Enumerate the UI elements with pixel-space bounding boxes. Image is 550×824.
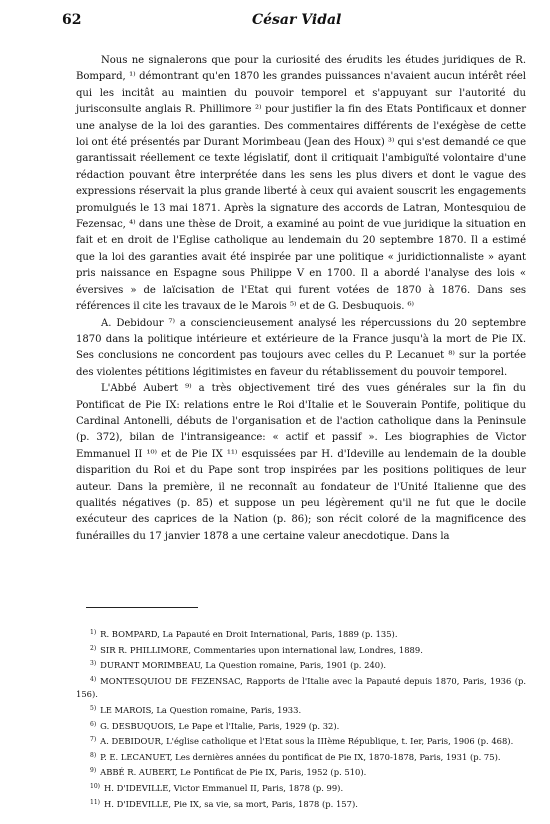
- footnote-marker: 10): [90, 782, 100, 790]
- footnote: [76, 749, 526, 765]
- footnote: [76, 642, 526, 658]
- footnote-text: R. BOMPARD, La Papauté en Droit International, Paris, 1889 (p. 135).: [100, 629, 398, 639]
- footnote: [76, 626, 526, 642]
- footnotes: [76, 626, 526, 811]
- footnote-text: ABBÉ R. AUBERT, Le Pontificat de Pie IX, Paris, 1952 (p. 510).: [100, 767, 367, 778]
- footnote-separator: [86, 607, 198, 608]
- footnote-text: P. E. LECANUET, Les dernières années du pontificat de Pie IX, 1870-1878, Paris, 1931 (p. 75).: [100, 751, 501, 762]
- footnote-marker: 6): [90, 720, 97, 728]
- page-header: [62, 12, 522, 32]
- body-text: [76, 53, 526, 545]
- paragraph: A. Debidour ⁷⁾ a consciencieusement analysé les répercussions du 20 septembre 1870 dans la politique intérieure et extérieure de la France jusqu'à la mort de Pie IX. Ses conclusions ne concordent pas toujours avec celles du P. Lecanuet ⁸⁾ sur la portée des violentes pétitions légitimistes en faveur du rétablissement du pouvoir temporel.: [76, 317, 526, 378]
- page-number: 62: [62, 12, 82, 28]
- footnote-marker: 5): [90, 704, 97, 712]
- paragraph: Nous ne signalerons que pour la curiosité des érudits les études juridiques de R. Bompard, ¹⁾ démontrant qu'en 1870 les grandes puissances n'avaient aucun intérêt réel qui les incitât au maintien du pouvoir temporel et s'appuyant sur l'autorité du jurisconsulte anglais R. Phillimore ²⁾ pour justifier la fin des Etats Pontificaux et donner une analyse de la loi des garanties. Des commentaires différents de l'exégèse de cette loi ont été présentés par Durant Morimbeau (Jean des Houx) ³⁾ qui s'est demandé ce que garantissait réellement ce texte législatif, dont il critiquait l'ambiguïté volontaire d'une rédaction pouvant être interprétée dans les sens les plus divers et dont le vague des expressions réservait la plus grande liberté à ceux qui avaient souscrit les engagements promulgués le 13 mai 1871. Après la signature des accords de Latran, Montesquiou de Fezensac, ⁴⁾ dans une thèse de Droit, a examiné au point de vue juridique la situation en fait et en droit de l'Eglise catholique au lendemain du 20 septembre 1870. Il a estimé que la loi des garanties avait été inspirée par une politique « juridictionnaliste » ayant pris naissance en Espagne sous Philippe V en 1700. Il a abordé l'analyse des lois « éversives » de laïcisation de l'Etat qui furent votées de 1870 à 1876. Dans ses références il cite les travaux de le Marois ⁵⁾ et de G. Desbuquois. ⁶⁾: [76, 55, 526, 313]
- footnote-text: MONTESQUIOU DE FEZENSAC, Rapports de l'Italie avec la Papauté depuis 1870, Paris, 1936 (p. 156).: [76, 675, 526, 700]
- footnote-marker: 3): [90, 660, 97, 668]
- running-head: César Vidal: [252, 12, 342, 28]
- footnote-marker: 11): [90, 798, 100, 806]
- footnote-text: A. DEBIDOUR, L'église catholique et l'Etat sous la IIIème République, t. Ier, Paris, 1906 (p. 468).: [100, 736, 514, 747]
- paragraph: L'Abbé Aubert ⁹⁾ a très objectivement tiré des vues générales sur la fin du Pontificat de Pie IX: relations entre le Roi d'Italie et le Souverain Pontife, politique du Cardinal Antonelli, débuts de l'organisation et de l'action catholique dans la Peninsule (p. 372), bilan de l'intransigeance: « actif et passif ». Les biographies de Victor Emmanuel II ¹⁰⁾ et de Pie IX ¹¹⁾ esquissées par H. d'Ideville au lendemain de la double disparition du Roi et du Pape sont trop inspirées par les positions politiques de leur auteur. Dans la première, il ne reconnaît au fondateur de l'Unité Italienne que des qualités négatives (p. 85) et suppose un peu légèrement qu'il ne fut que le docile exécuteur des caprices de la Nation (p. 86); son récit coloré de la magnificence des funérailles du 17 janvier 1878 a une certaine valeur anecdotique. Dans la: [76, 383, 526, 542]
- footnote: [76, 702, 526, 718]
- footnote-text: LE MAROIS, La Question romaine, Paris, 1933.: [100, 704, 302, 715]
- footnote-text: SIR R. PHILLIMORE, Commentaries upon international law, Londres, 1889.: [100, 644, 423, 655]
- footnote-marker: 4): [90, 675, 97, 683]
- footnote: [76, 673, 526, 702]
- footnote: [76, 718, 526, 734]
- footnote-marker: 7): [90, 736, 97, 744]
- footnote-text: H. D'IDEVILLE, Pie IX, sa vie, sa mort, Paris, 1878 (p. 157).: [103, 798, 358, 809]
- footnote-marker: 9): [90, 767, 97, 775]
- footnote-marker: 1): [90, 629, 97, 636]
- footnote: [76, 764, 526, 780]
- footnote-marker: 2): [90, 644, 97, 652]
- footnote: [76, 733, 526, 749]
- footnote: [76, 796, 526, 812]
- footnote-text: G. DESBUQUOIS, Le Pape et l'Italie, Paris, 1929 (p. 32).: [100, 720, 340, 731]
- footnote: [76, 657, 526, 673]
- footnote-marker: 8): [90, 751, 97, 759]
- footnote-text: DURANT MORIMBEAU, La Question romaine, Paris, 1901 (p. 240).: [100, 660, 387, 671]
- footnote-text: H. D'IDEVILLE, Victor Emmanuel II, Paris, 1878 (p. 99).: [103, 782, 344, 793]
- footnote: [76, 780, 526, 796]
